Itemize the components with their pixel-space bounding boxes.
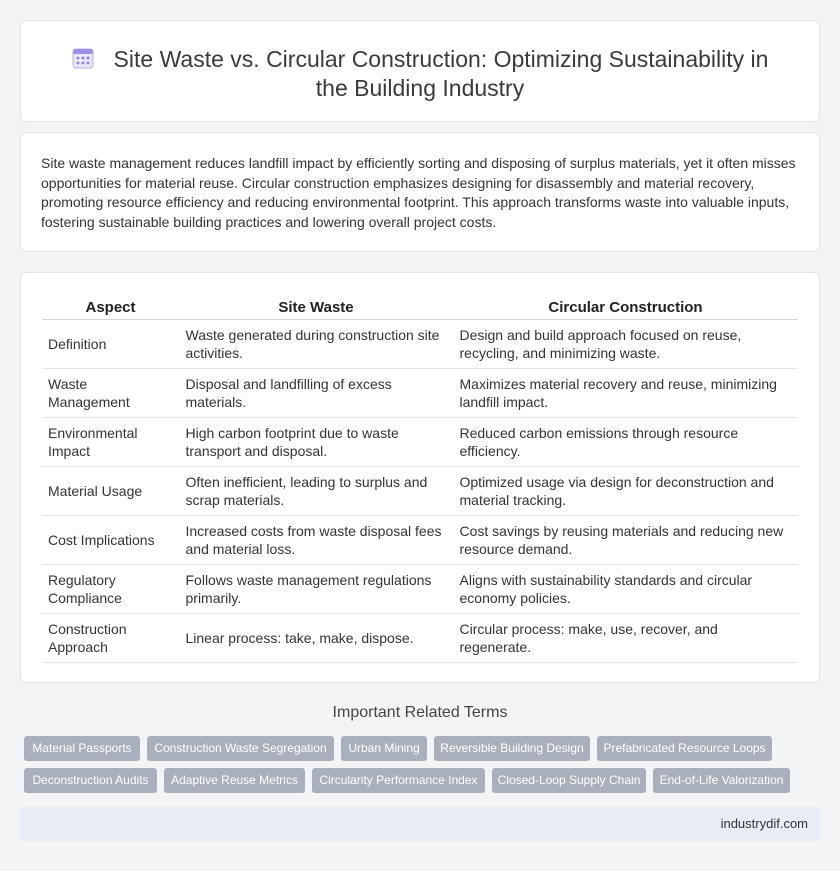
table-cell-aspect: Definition xyxy=(42,319,179,368)
table-cell-site: Disposal and landfilling of excess materials. xyxy=(179,368,453,417)
table-row xyxy=(42,613,798,662)
page-title xyxy=(21,45,819,103)
table-cell-circular: Aligns with sustainability standards and circular economy policies. xyxy=(453,564,798,613)
table-cell-circular: Reduced carbon emissions through resource efficiency. xyxy=(453,417,798,466)
table-cell-site: Increased costs from waste disposal fees and material loss. xyxy=(179,515,453,564)
title-card xyxy=(20,20,820,122)
table-header-row xyxy=(42,297,798,319)
table-cell-circular: Optimized usage via design for deconstruction and material tracking. xyxy=(453,466,798,515)
table-row xyxy=(42,466,798,515)
table-cell-aspect: Regulatory Compliance xyxy=(42,564,179,613)
table-cell-circular: Maximizes material recovery and reuse, minimizing landfill impact. xyxy=(453,368,798,417)
table-cell-aspect: Waste Management xyxy=(42,368,179,417)
related-terms-title: Important Related Terms xyxy=(332,704,508,721)
intro-paragraph: Site waste management reduces landfill impact by efficiently sorting and disposing of surplus materials, yet it often misses opportunities for material reuse. Circular construction emphasizes designing for disassembly and material recovery, promoting resource efficiency and reducing environmental footprint. This approach transforms waste into valuable inputs, fostering sustainable building practices and lowering overall project costs. xyxy=(41,155,796,230)
table-cell-aspect: Material Usage xyxy=(42,466,179,515)
related-term-tag[interactable]: Urban Mining xyxy=(341,736,427,761)
comparison-table xyxy=(42,297,798,663)
related-term-tag[interactable]: Deconstruction Audits xyxy=(24,768,157,793)
intro-card xyxy=(20,132,820,252)
table-row xyxy=(42,564,798,613)
table-cell-circular: Circular process: make, use, recover, and regenerate. xyxy=(453,613,798,662)
column-header-site-waste: Site Waste xyxy=(179,297,453,319)
footer xyxy=(20,807,820,841)
table-body xyxy=(42,319,798,662)
comparison-table-card xyxy=(20,272,820,683)
table-cell-site: Follows waste management regulations primarily. xyxy=(179,564,453,613)
table-cell-circular: Design and build approach focused on reuse, recycling, and minimizing waste. xyxy=(453,319,798,368)
table-cell-aspect: Environmental Impact xyxy=(42,417,179,466)
table-row xyxy=(42,515,798,564)
related-term-tag[interactable]: End-of-Life Valorization xyxy=(653,768,790,793)
related-term-tag[interactable]: Construction Waste Segregation xyxy=(147,736,334,761)
table-cell-site: Linear process: take, make, dispose. xyxy=(179,613,453,662)
table-cell-circular: Cost savings by reusing materials and reducing new resource demand. xyxy=(453,515,798,564)
table-row xyxy=(42,319,798,368)
page-title-text: Site Waste vs. Circular Construction: Optimizing Sustainability in the Building Industry xyxy=(113,46,769,101)
related-term-tag[interactable]: Adaptive Reuse Metrics xyxy=(164,768,305,793)
table-cell-site: Waste generated during construction site activities. xyxy=(179,319,453,368)
table-cell-site: Often inefficient, leading to surplus and scrap materials. xyxy=(179,466,453,515)
related-term-tag[interactable]: Closed-Loop Supply Chain xyxy=(492,768,646,793)
table-row xyxy=(42,368,798,417)
calendar-grid-icon xyxy=(72,47,94,69)
related-term-tag[interactable]: Prefabricated Resource Loops xyxy=(597,736,772,761)
column-header-aspect: Aspect xyxy=(42,297,179,319)
table-cell-aspect: Cost Implications xyxy=(42,515,179,564)
related-term-tag[interactable]: Reversible Building Design xyxy=(434,736,590,761)
table-row xyxy=(42,417,798,466)
related-term-tag[interactable]: Circularity Performance Index xyxy=(312,768,485,793)
footer-site-link[interactable]: industrydif.com xyxy=(720,816,808,831)
related-term-tag[interactable]: Material Passports xyxy=(24,736,140,761)
table-cell-aspect: Construction Approach xyxy=(42,613,179,662)
column-header-circular-construction: Circular Construction xyxy=(453,297,798,319)
table-cell-site: High carbon footprint due to waste transport and disposal. xyxy=(179,417,453,466)
